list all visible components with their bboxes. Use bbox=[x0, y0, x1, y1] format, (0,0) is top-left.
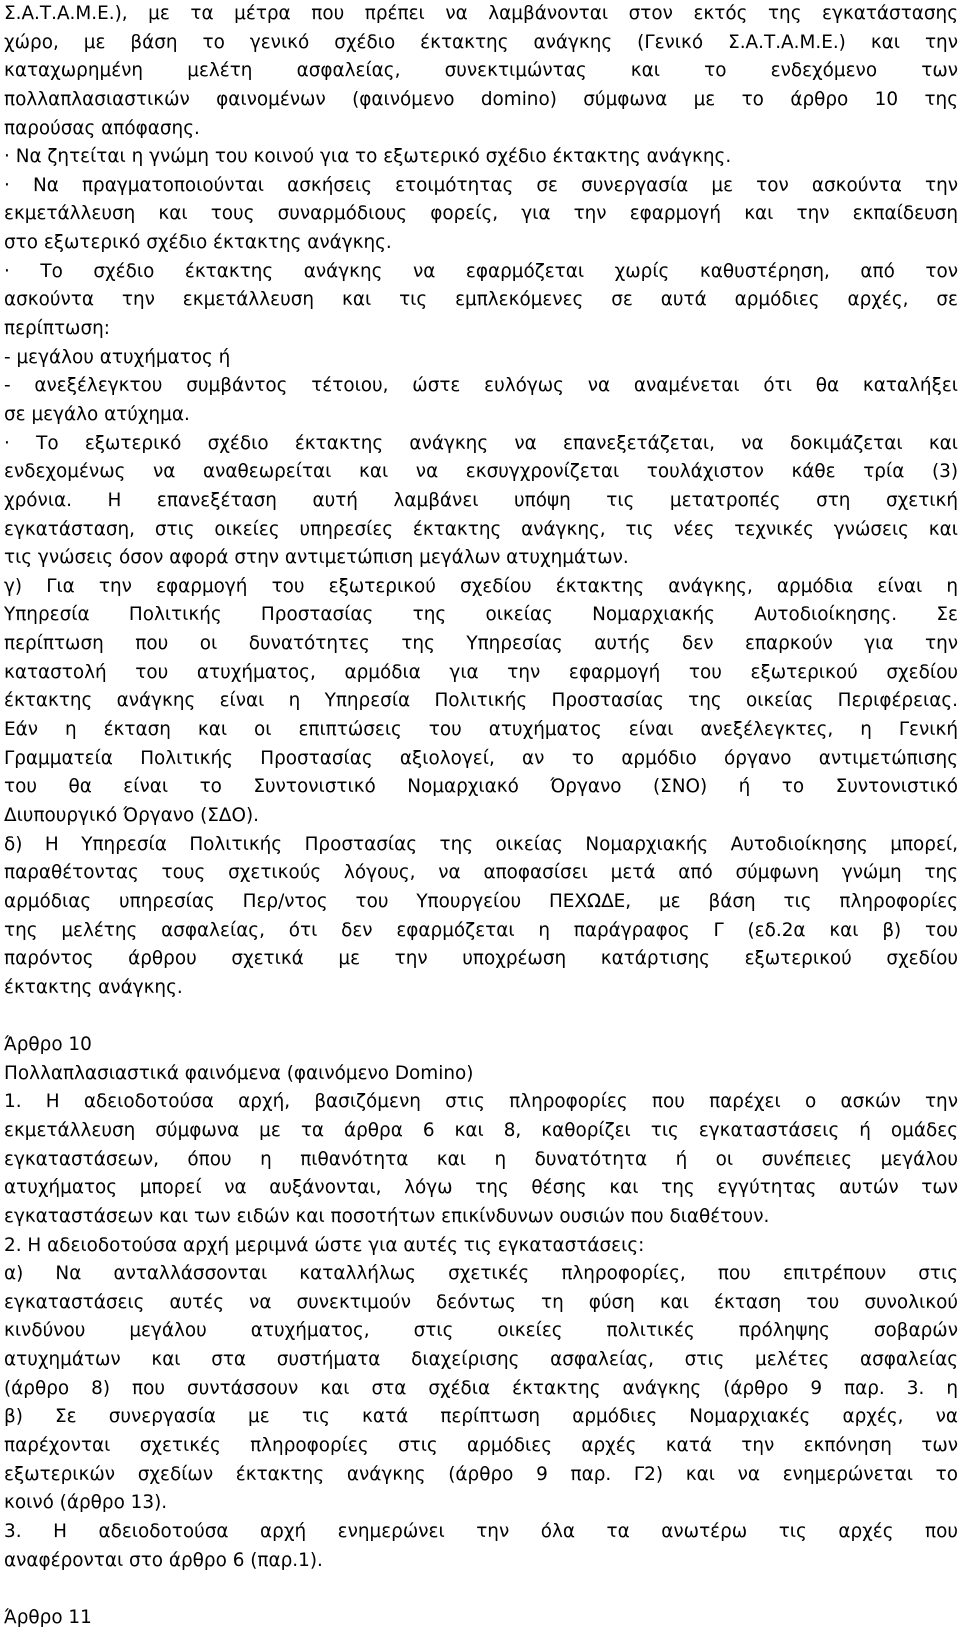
document-page bbox=[4, 0, 958, 1633]
text-line: Διυπουργικό Όργανο (ΣΔΟ). bbox=[4, 804, 259, 826]
text-line: α) Να ανταλλάσσονται καταλλήλως σχετικές πληροφορίες, που επιτρέπουν στις bbox=[4, 1263, 958, 1285]
bullet-line: · Να ζητείται η γνώμη του κοινού για το εξωτερικό σχέδιο έκτακτης ανάγκης. bbox=[4, 146, 732, 168]
text-line: πολλαπλασιαστικών φαινομένων (φαινόμενο domino) σύμφωνα με το άρθρο 10 της bbox=[4, 88, 958, 110]
text-line: κινδύνου μεγάλου ατυχήματος, στις οικείες πολιτικές πρόληψης σοβαρών bbox=[4, 1320, 958, 1342]
text-line: περίπτωση που οι δυνατότητες της Υπηρεσίας αυτής δεν επαρκούν για την bbox=[4, 633, 958, 655]
text-line: παρέχονται σχετικές πληροφορίες στις αρμόδιες αρχές κατά την εκπόνηση των bbox=[4, 1435, 958, 1457]
article-title: Πολλαπλασιαστικά φαινόμενα (φαινόμενο Domino) bbox=[4, 1062, 474, 1084]
text-line: ασκούντα την εκμετάλλευση και τις εμπλεκόμενες σε αυτά αρμόδιες αρχές, σε bbox=[4, 289, 958, 311]
blank-line bbox=[4, 1575, 958, 1604]
text-line: ενδεχομένως να αναθεωρείται και να εκσυγχρονίζεται τουλάχιστον κάθε τρία (3) bbox=[4, 461, 958, 483]
text-line: Εάν η έκταση και οι επιπτώσεις του ατυχήματος είναι ανεξέλεγκτες, η Γενική bbox=[4, 719, 958, 741]
text-line: σε μεγάλο ατύχημα. bbox=[4, 403, 190, 425]
article-heading: Άρθρο 11 bbox=[4, 1606, 92, 1628]
text-line: 2. Η αδειοδοτούσα αρχή μεριμνά ώστε για αυτές τις εγκαταστάσεις: bbox=[4, 1234, 645, 1256]
text-line: στο εξωτερικό σχέδιο έκτακτης ανάγκης. bbox=[4, 232, 392, 254]
paragraph-delta-line: δ) Η Υπηρεσία Πολιτικής Προστασίας της οικείας Νομαρχιακής Αυτοδιοίκησης μπορεί, bbox=[4, 833, 958, 855]
text-line: εγκαταστάσεις αυτές να συνεκτιμούν δεόντως τη φύση και έκταση του συνολικού bbox=[4, 1291, 958, 1313]
text-line: β) Σε συνεργασία με τις κατά περίπτωση αρμόδιες Νομαρχιακές αρχές, να bbox=[4, 1406, 958, 1428]
text-line: του θα είναι το Συντονιστικό Νομαρχιακό Όργανο (ΣΝΟ) ή το Συντονιστικό bbox=[4, 776, 958, 798]
article-10 bbox=[4, 1031, 958, 1575]
dash-line: - ανεξέλεγκτου συμβάντος τέτοιου, ώστε ευλόγως να αναμένεται ότι θα καταλήξει bbox=[4, 375, 958, 397]
text-line: εκμετάλλευση σύμφωνα με τα άρθρα 6 και 8, καθορίζει τις εγκαταστάσεις ή ομάδες bbox=[4, 1119, 958, 1141]
blank-line bbox=[4, 1002, 958, 1031]
text-line: έκτακτης ανάγκης. bbox=[4, 976, 183, 998]
text-line: καταστολή του ατυχήματος, αρμόδια για την εφαρμογή του εξωτερικού σχεδίου bbox=[4, 661, 958, 683]
text-line: παρόντος άρθρου σχετικά με την υποχρέωση κατάρτισης εξωτερικού σχεδίου bbox=[4, 948, 958, 970]
text-line: ατυχήματος μπορεί να αυξάνονται, λόγω της θέσης και της εγγύτητας αυτών των bbox=[4, 1177, 958, 1199]
text-line: εγκαταστάσεων και των ειδών και ποσοτήτων επικίνδυνων ουσιών που διαθέτουν. bbox=[4, 1205, 770, 1227]
text-line: κοινό (άρθρο 13). bbox=[4, 1492, 168, 1514]
text-line: παρούσας απόφασης. bbox=[4, 117, 200, 139]
text-line: εξωτερικών σχεδίων έκτακτης ανάγκης (άρθρο 9 παρ. Γ2) και να ενημερώνεται το bbox=[4, 1463, 958, 1485]
text-line: ατυχημάτων και στα συστήματα διαχείρισης ασφαλείας, στις μελέτες ασφαλείας bbox=[4, 1349, 958, 1371]
article-heading: Άρθρο 10 bbox=[4, 1034, 92, 1056]
bullet-line: · Το εξωτερικό σχέδιο έκτακτης ανάγκης να επανεξετάζεται, να δοκιμάζεται και bbox=[4, 432, 958, 454]
text-line: χώρο, με βάση το γενικό σχέδιο έκτακτης ανάγκης (Γενικό Σ.Α.Τ.Α.Μ.Ε.) και την bbox=[4, 31, 958, 53]
text-line: αναφέρονται στο άρθρο 6 (παρ.1). bbox=[4, 1549, 323, 1571]
paragraph-gamma-line: γ) Για την εφαρμογή του εξωτερικού σχεδίου έκτακτης ανάγκης, αρμόδια είναι η bbox=[4, 575, 958, 597]
text-line: εκμετάλλευση και τους συναρμόδιους φορείς, για την εφαρμογή και την εκπαίδευση bbox=[4, 203, 958, 225]
text-line: εγκαταστάσεων, όπου η πιθανότητα και η δυνατότητα ή οι συνέπειες μεγάλου bbox=[4, 1148, 958, 1170]
text-line: χρόνια. Η επανεξέταση αυτή λαμβάνει υπόψη τις μετατροπές στη σχετική bbox=[4, 489, 958, 511]
bullet-line: · Να πραγματοποιούνται ασκήσεις ετοιμότητας σε συνεργασία με τον ασκούντα την bbox=[4, 174, 958, 196]
text-line: παραθέτοντας τους σχετικούς λόγους, να αποφασίσει μετά από σύμφωνη γνώμη της bbox=[4, 862, 958, 884]
text-line: περίπτωση: bbox=[4, 318, 110, 340]
article-11 bbox=[4, 1604, 958, 1633]
text-line: Γραμματεία Πολιτικής Προστασίας αξιολογεί, αν το αρμόδιο όργανο αντιμετώπισης bbox=[4, 747, 958, 769]
text-line: έκτακτης ανάγκης είναι η Υπηρεσία Πολιτικής Προστασίας της οικείας Περιφέρειας. bbox=[4, 690, 958, 712]
text-line: Υπηρεσία Πολιτικής Προστασίας της οικείας Νομαρχιακής Αυτοδιοίκησης. Σε bbox=[4, 604, 958, 626]
text-line: εγκατάσταση, στις οικείες υπηρεσίες έκτακτης ανάγκης, τις νέες τεχνικές γνώσεις και bbox=[4, 518, 958, 540]
text-line: 1. Η αδειοδοτούσα αρχή, βασιζόμενη στις πληροφορίες που παρέχει ο ασκών την bbox=[4, 1091, 958, 1113]
dash-line: - μεγάλου ατυχήματος ή bbox=[4, 346, 231, 368]
text-line: τις γνώσεις όσον αφορά στην αντιμετώπιση μεγάλων ατυχημάτων. bbox=[4, 547, 629, 569]
text-line: (άρθρο 8) που συντάσσουν και στα σχέδια έκτακτης ανάγκης (άρθρο 9 παρ. 3. η bbox=[4, 1377, 958, 1399]
article-9-continuation bbox=[4, 0, 958, 1002]
text-line: της μελέτης ασφαλείας, ότι δεν εφαρμόζεται η παράγραφος Γ (εδ.2α και β) του bbox=[4, 919, 958, 941]
text-line: Σ.Α.Τ.Α.Μ.Ε.), με τα μέτρα που πρέπει να λαμβάνονται στον εκτός της εγκατάστασης bbox=[4, 3, 958, 24]
text-line: καταχωρημένη μελέτη ασφαλείας, συνεκτιμώντας και το ενδεχόμενο των bbox=[4, 60, 958, 82]
text-line: 3. Η αδειοδοτούσα αρχή ενημερώνει την όλα τα ανωτέρω τις αρχές που bbox=[4, 1520, 958, 1542]
text-line: αρμόδιας υπηρεσίας Περ/ντος του Υπουργείου ΠΕΧΩΔΕ, με βάση τις πληροφορίες bbox=[4, 890, 958, 912]
bullet-line: · Το σχέδιο έκτακτης ανάγκης να εφαρμόζεται χωρίς καθυστέρηση, από τον bbox=[4, 260, 958, 282]
